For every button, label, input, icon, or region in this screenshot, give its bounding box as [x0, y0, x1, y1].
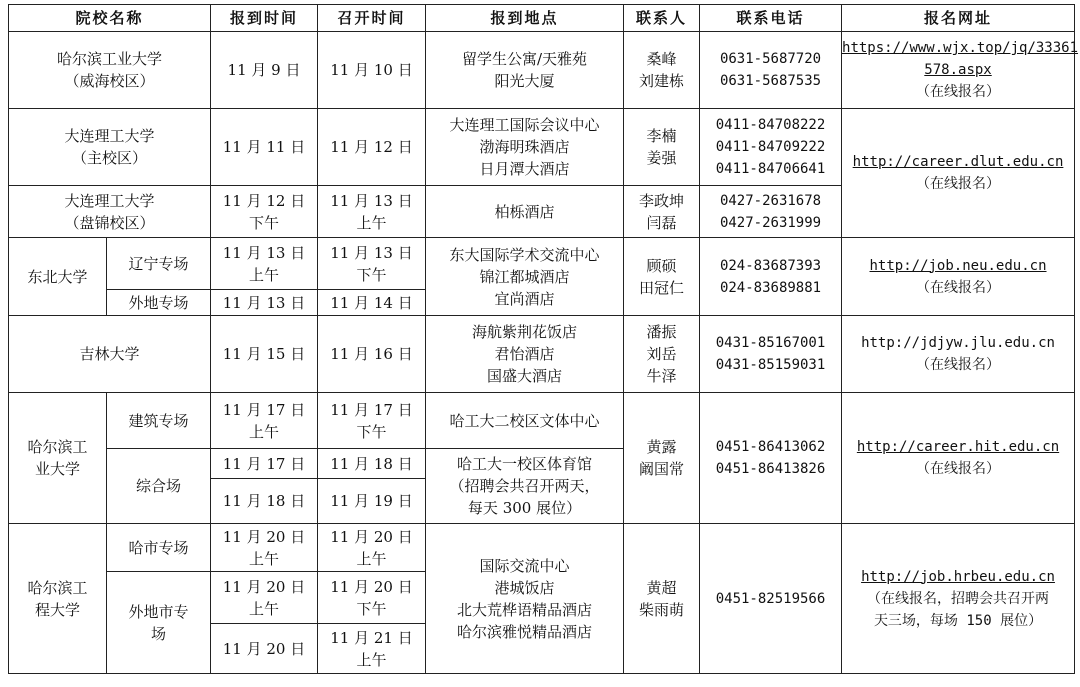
contact-name: 李政坤 [639, 191, 685, 210]
website-link-part[interactable]: https://www.wjx.top/jq/33361 [842, 40, 1079, 56]
date-text: 11 月 21 日 [330, 628, 413, 647]
location-line: 北大荒桦语精品酒店 [457, 600, 593, 619]
location-cell [426, 316, 624, 393]
report-time-cell: 11 月 18 日 [211, 479, 318, 524]
school-name: 程大学 [34, 600, 80, 619]
phone-number: 024-83687393 [719, 257, 822, 274]
school-name: 哈尔滨工业大学 [57, 50, 163, 68]
date-text: 11 月 13 日 [222, 243, 306, 262]
website-note: （在线报名，招聘会共召开两 [867, 590, 1050, 607]
open-time-cell [318, 572, 426, 624]
phone-number: 0431-85159031 [715, 357, 826, 373]
header-row [9, 5, 1075, 32]
website-link[interactable]: http://career.hit.edu.cn [856, 439, 1060, 455]
location-cell [426, 238, 624, 316]
report-time-cell: 11 月 15 日 [211, 316, 318, 393]
date-text: 11 月 20 日 [330, 577, 413, 596]
contact-name: 潘振 [646, 323, 677, 341]
period-text: 上午 [249, 422, 280, 441]
open-time-cell: 11 月 18 日 [318, 449, 426, 479]
contact-name: 田冠仁 [639, 278, 685, 297]
date-text: 11 月 13 日 [330, 243, 413, 262]
phone-number: 0431-85167001 [715, 335, 826, 351]
school-name: 业大学 [34, 460, 80, 478]
location-line: 锦江都城酒店 [479, 267, 570, 286]
phone-number: 0411-84708222 [715, 117, 826, 133]
header-website: 报名网址 [842, 5, 1075, 32]
website-link[interactable]: http://job.neu.edu.cn [869, 257, 1047, 274]
website-note: 天三场，每场 150 展位） [873, 612, 1043, 629]
report-time-cell [211, 238, 318, 290]
contact-cell [624, 393, 700, 524]
report-time-cell: 11 月 9 日 [211, 32, 318, 109]
location-line: 留学生公寓/天雅苑 [461, 50, 588, 68]
phone-cell [700, 316, 842, 393]
contact-name: 姜强 [646, 149, 677, 167]
website-note: （在线报名） [916, 279, 1001, 296]
open-time-cell: 11 月 19 日 [318, 479, 426, 524]
school-name: 大连理工大学 [64, 127, 155, 145]
website-note: （在线报名） [916, 84, 1001, 100]
report-time-cell [211, 524, 318, 572]
date-text: 11 月 17 日 [330, 400, 413, 419]
open-time-cell [318, 624, 426, 674]
phone-number: 0631-5687535 [719, 73, 822, 89]
contact-name: 闫磊 [646, 213, 677, 232]
contact-name: 刘建栋 [639, 72, 685, 90]
phone-number: 0411-84709222 [715, 139, 826, 155]
location-cell [426, 109, 624, 186]
contact-name: 黄露 [646, 438, 677, 456]
location-line: 国际交流中心 [479, 556, 570, 575]
contact-cell [624, 238, 700, 316]
phone-cell [700, 186, 842, 238]
open-time-cell: 11 月 14 日 [318, 290, 426, 316]
school-cell [9, 393, 107, 524]
date-text: 11 月 20 日 [222, 577, 306, 596]
session-cell: 综合场 [107, 449, 211, 524]
phone-cell: 0451-82519566 [700, 524, 842, 674]
school-cell: 吉林大学 [9, 316, 211, 393]
school-campus: （主校区） [72, 149, 148, 167]
contact-cell [624, 32, 700, 109]
period-text: 下午 [356, 265, 387, 284]
location-line: （招聘会共召开两天， [449, 477, 600, 495]
school-cell [9, 32, 211, 109]
website-link[interactable] [842, 37, 1079, 81]
school-name: 哈尔滨工 [27, 438, 88, 456]
location-line: 港城饭店 [494, 578, 555, 597]
job-fair-schedule-table [8, 4, 1079, 674]
location-cell [426, 32, 624, 109]
location-line: 阳光大厦 [494, 72, 555, 90]
website-cell [842, 524, 1075, 674]
phone-number: 024-83689881 [719, 279, 822, 296]
location-line: 哈工大一校区体育馆 [457, 455, 593, 473]
report-time-cell: 11 月 20 日 [211, 624, 318, 674]
session-cell: 辽宁专场 [107, 238, 211, 290]
period-text: 上午 [249, 549, 280, 568]
phone-number: 0631-5687720 [719, 51, 822, 67]
table-row [9, 109, 1075, 186]
school-name: 大连理工大学 [64, 191, 155, 210]
contact-cell [624, 316, 700, 393]
location-line: 日月潭大酒店 [479, 160, 570, 178]
table-row [9, 524, 1075, 572]
phone-number: 0451-86413826 [715, 461, 826, 477]
school-campus: （威海校区） [64, 72, 155, 90]
report-time-cell [211, 572, 318, 624]
contact-name: 李楠 [646, 127, 677, 145]
contact-cell [624, 109, 700, 186]
contact-name: 顾硕 [646, 256, 677, 275]
phone-number: 0451-86413062 [715, 439, 826, 455]
website-note: （在线报名） [916, 357, 1001, 373]
location-line: 渤海明珠酒店 [479, 138, 570, 156]
location-cell [426, 524, 624, 674]
location-cell: 哈工大二校区文体中心 [426, 393, 624, 449]
date-text: 11 月 20 日 [222, 527, 306, 546]
session-cell [107, 572, 211, 674]
school-cell: 东北大学 [9, 238, 107, 316]
session-label: 场 [151, 624, 167, 643]
header-phone: 联系电话 [700, 5, 842, 32]
location-line: 每天 300 展位） [467, 499, 582, 517]
school-cell [9, 186, 211, 238]
session-label: 外地市专 [128, 602, 189, 621]
session-cell: 外地专场 [107, 290, 211, 316]
contact-name: 阚国常 [639, 460, 685, 478]
table-row [9, 316, 1075, 393]
location-cell [426, 449, 624, 524]
date-text: 11 月 13 日 [330, 191, 413, 210]
school-cell [9, 524, 107, 674]
website-cell [842, 238, 1075, 316]
phone-cell [700, 32, 842, 109]
location-line: 哈尔滨雅悦精品酒店 [457, 622, 593, 641]
contact-name: 桑峰 [646, 50, 677, 68]
contact-cell [624, 186, 700, 238]
website-note: （在线报名） [916, 461, 1001, 477]
contact-cell [624, 524, 700, 674]
school-name: 哈尔滨工 [27, 578, 88, 597]
period-text: 上午 [249, 265, 280, 284]
header-school: 院校名称 [9, 5, 211, 32]
period-text: 下午 [356, 599, 387, 618]
table-row [9, 393, 1075, 449]
phone-cell [700, 393, 842, 524]
website-link[interactable]: http://job.hrbeu.edu.cn [861, 568, 1055, 585]
contact-name: 牛泽 [646, 367, 677, 385]
location-line: 东大国际学术交流中心 [449, 245, 600, 264]
phone-cell [700, 109, 842, 186]
header-report-time: 报到时间 [211, 5, 318, 32]
session-cell: 建筑专场 [107, 393, 211, 449]
website-note: （在线报名） [916, 176, 1001, 192]
phone-number: 0411-84706641 [715, 161, 826, 177]
open-time-cell [318, 393, 426, 449]
report-time-cell [211, 186, 318, 238]
header-contact: 联系人 [624, 5, 700, 32]
date-text: 11 月 20 日 [330, 527, 413, 546]
period-text: 上午 [249, 599, 280, 618]
open-time-cell [318, 186, 426, 238]
table-row [9, 32, 1075, 109]
report-time-cell [211, 393, 318, 449]
contact-name: 柴雨萌 [639, 600, 685, 619]
report-time-cell: 11 月 13 日 [211, 290, 318, 316]
website-cell [842, 32, 1079, 109]
location-line: 大连理工国际会议中心 [449, 116, 600, 134]
school-campus: （盘锦校区） [64, 213, 155, 232]
website-cell [842, 109, 1075, 238]
date-text: 11 月 12 日 [222, 191, 306, 210]
website-link-part[interactable]: 578.aspx [924, 62, 992, 78]
open-time-cell [318, 238, 426, 290]
period-text: 上午 [356, 549, 387, 568]
session-cell: 哈市专场 [107, 524, 211, 572]
report-time-cell: 11 月 11 日 [211, 109, 318, 186]
open-time-cell: 11 月 16 日 [318, 316, 426, 393]
location-line: 君怡酒店 [494, 345, 555, 363]
header-open-time: 召开时间 [318, 5, 426, 32]
report-time-cell: 11 月 17 日 [211, 449, 318, 479]
website-cell [842, 316, 1075, 393]
school-cell [9, 109, 211, 186]
open-time-cell [318, 524, 426, 572]
location-line: 海航紫荆花饭店 [472, 323, 578, 341]
phone-number: 0427-2631999 [719, 214, 822, 231]
phone-cell [700, 238, 842, 316]
open-time-cell: 11 月 10 日 [318, 32, 426, 109]
period-text: 下午 [356, 422, 387, 441]
period-text: 下午 [249, 213, 280, 232]
period-text: 上午 [356, 213, 387, 232]
contact-name: 刘岳 [646, 345, 677, 363]
phone-number: 0427-2631678 [719, 192, 822, 209]
period-text: 上午 [356, 650, 387, 669]
website-cell [842, 393, 1075, 524]
location-line: 国盛大酒店 [487, 367, 563, 385]
website-link[interactable]: http://jdjyw.jlu.edu.cn [861, 335, 1055, 351]
location-cell: 柏栎酒店 [426, 186, 624, 238]
date-text: 11 月 17 日 [222, 400, 306, 419]
open-time-cell: 11 月 12 日 [318, 109, 426, 186]
location-line: 宜尚酒店 [494, 289, 555, 308]
contact-name: 黄超 [646, 578, 677, 597]
table-row [9, 238, 1075, 290]
website-link[interactable]: http://career.dlut.edu.cn [852, 154, 1064, 170]
header-location: 报到地点 [426, 5, 624, 32]
